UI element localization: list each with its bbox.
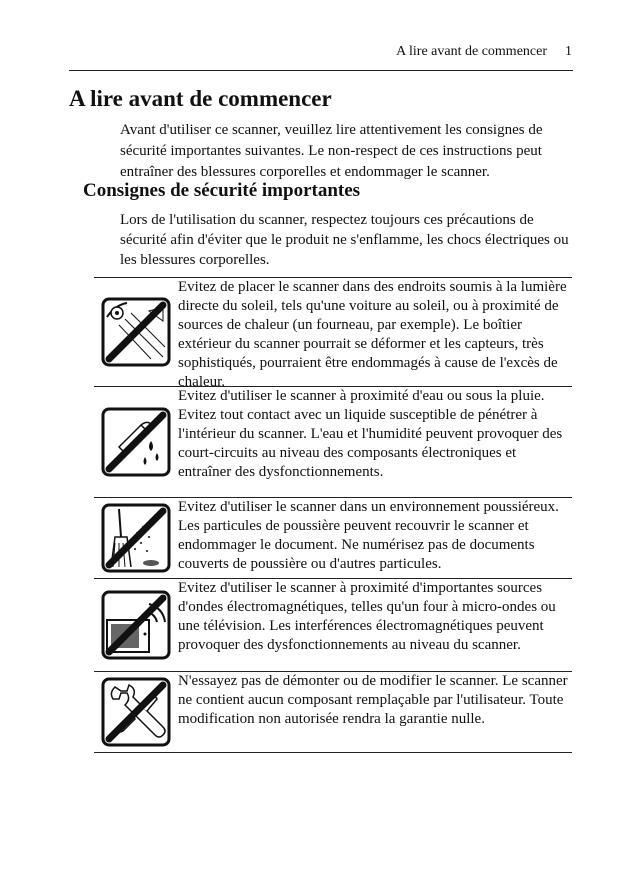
no-dust-icon bbox=[101, 503, 171, 573]
safety-rule-text: Evitez d'utiliser le scanner à proximité d'importantes sources d'ondes électromagnétiques, telles qu'un four à micro-ondes ou une télévision. Les interférences électromagnétiques peuvent provoquer des dysfonctionnements au niveau du scanner. bbox=[178, 580, 556, 653]
no-water-icon bbox=[101, 407, 171, 477]
safety-rule-row bbox=[94, 387, 572, 498]
safety-rule-text: Evitez d'utiliser le scanner à proximité d'eau ou sous la pluie. Evitez tout contact avec un liquide susceptible de pénétrer à l'intérieur du scanner. L'eau et l'humidité peuvent provoquer des court-circuits au niveau des composants électroniques et entraîner des dysfonctionnements. bbox=[178, 388, 563, 480]
safety-rule-text: Evitez d'utiliser le scanner dans un environnement poussiéreux. Les particules de poussière peuvent recouvrir le scanner et endommager le document. Ne numérisez pas de documents couverts de poussière ou d'autres particules. bbox=[178, 499, 559, 572]
running-header bbox=[0, 44, 572, 60]
section-title: Consignes de sécurité importantes bbox=[83, 180, 361, 201]
safety-rules-table bbox=[94, 277, 572, 753]
no-disassembly-icon bbox=[101, 677, 171, 747]
chapter-intro: Avant d'utiliser ce scanner, veuillez lire attentivement les consignes de sécurité importantes suivantes. Le non-respect de ces instructions peut entraîner des blessures corporelles et endommager le scanner. bbox=[120, 122, 543, 180]
header-rule bbox=[69, 70, 573, 71]
safety-rule-text: N'essayez pas de démonter ou de modifier le scanner. Le scanner ne contient aucun composant remplaçable par l'utilisateur. Toute modification non autorisée rendra la garantie nulle. bbox=[178, 673, 568, 727]
safety-rule-text: Evitez de placer le scanner dans des endroits soumis à la lumière directe du soleil, tels qu'une voiture au soleil, ou à proximité de sources de chaleur (un fourneau, par exemple). Le boîtier extérieur du scanner pourrait se déformer et les capteurs, très sophistiqués, pourraient être endommagés à cause de l'excès de chaleur. bbox=[178, 279, 567, 390]
safety-rule-row bbox=[94, 498, 572, 579]
running-title: A lire avant de commencer bbox=[396, 44, 547, 59]
safety-rule-row bbox=[94, 278, 572, 390]
section-intro: Lors de l'utilisation du scanner, respectez toujours ces précautions de sécurité afin d'éviter que le produit ne s'enflamme, les chocs électriques ou les blessures corporelles. bbox=[120, 212, 569, 268]
safety-rule-row bbox=[94, 579, 572, 672]
page-number: 1 bbox=[565, 44, 572, 59]
no-electromagnetic-icon bbox=[101, 590, 171, 660]
chapter-title: A lire avant de commencer bbox=[69, 86, 332, 111]
safety-rule-row bbox=[94, 672, 572, 753]
no-sunlight-icon bbox=[101, 297, 171, 367]
